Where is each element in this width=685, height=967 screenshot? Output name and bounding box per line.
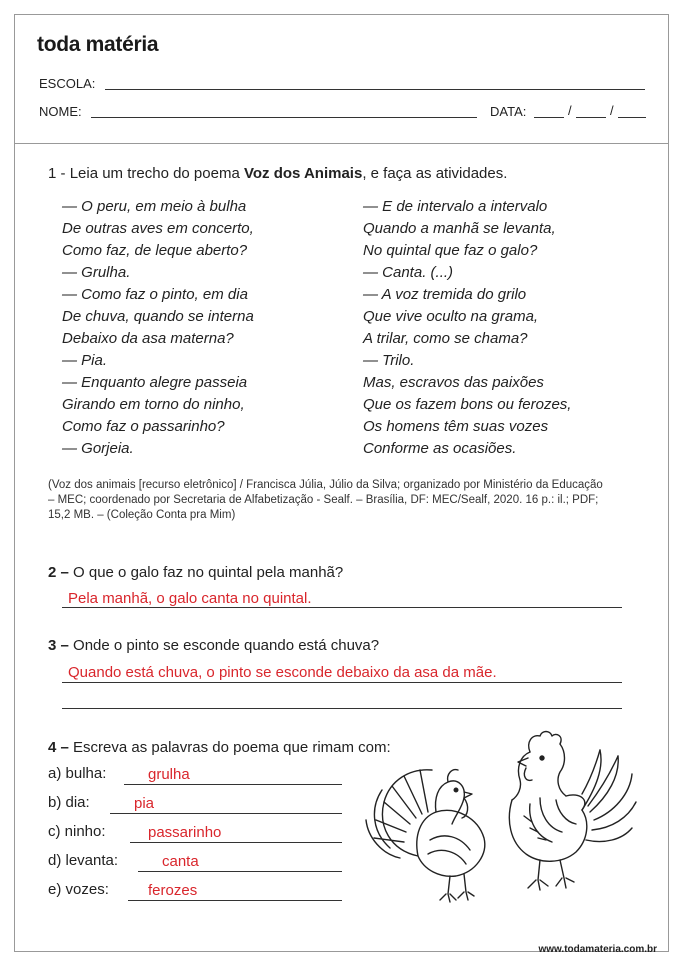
rhyme-answer-ninho[interactable]: passarinho <box>148 824 222 841</box>
nome-line[interactable] <box>91 117 477 118</box>
poem-line: A trilar, como se chama? <box>363 330 528 347</box>
poem-line: De outras aves em concerto, <box>62 220 254 237</box>
poem-line: — E de intervalo a intervalo <box>363 198 548 215</box>
question-1-text-end: , e faça as atividades. <box>362 165 508 182</box>
poem-line: Como faz, de leque aberto? <box>62 242 248 259</box>
question-1-number: 1 - <box>48 165 70 182</box>
question-4 <box>48 739 391 756</box>
poem-line: Quando a manhã se levanta, <box>363 220 556 237</box>
poem-line: Os homens têm suas vozes <box>363 418 549 435</box>
poem-line: De chuva, quando se interna <box>62 308 254 325</box>
escola-label: ESCOLA: <box>39 76 96 91</box>
date-month-line[interactable] <box>576 117 606 118</box>
date-year-line[interactable] <box>618 117 646 118</box>
rhyme-line-ninho <box>130 842 342 843</box>
rhyme-line-levanta <box>138 871 342 872</box>
rhyme-answer-levanta[interactable]: canta <box>162 853 199 870</box>
poem-line: — Como faz o pinto, em dia <box>62 286 248 303</box>
poem-line: No quintal que faz o galo? <box>363 242 538 259</box>
date-separator: / <box>568 103 572 118</box>
escola-line[interactable] <box>105 89 645 90</box>
poem-line: — Trilo. <box>363 352 415 369</box>
rhyme-label-levanta: d) levanta: <box>48 852 119 869</box>
rhyme-answer-bulha[interactable]: grulha <box>148 766 190 783</box>
question-1-text: Leia um trecho do poema <box>69 165 244 182</box>
answer-3-line-extra <box>62 708 622 709</box>
poem-line: Girando em torno do ninho, <box>62 396 245 413</box>
poem-line: — Enquanto alegre passeia <box>62 374 248 391</box>
poem-line: Conforme as ocasiões. <box>363 440 517 457</box>
rhyme-label-dia: b) dia: <box>48 794 90 811</box>
question-4-text: Escreva as palavras do poema que rimam com: <box>68 739 391 756</box>
rhyme-line-dia <box>110 813 342 814</box>
poem-line: Que os fazem bons ou ferozes, <box>363 396 572 413</box>
turkey-rooster-illustration <box>360 728 640 904</box>
poem-title: Voz dos Animais <box>243 165 363 182</box>
date-day-line[interactable] <box>534 117 564 118</box>
question-3-number: 3 – <box>48 637 69 654</box>
poem-line: Como faz o passarinho? <box>62 418 225 435</box>
rhyme-answer-dia[interactable]: pia <box>134 795 155 812</box>
rhyme-label-ninho: c) ninho: <box>48 823 106 840</box>
poem-line: — A voz tremida do grilo <box>363 286 527 303</box>
poem-line: — Grulha. <box>62 264 131 281</box>
poem-line: — Pia. <box>62 352 108 369</box>
question-4-number: 4 – <box>48 739 69 756</box>
header <box>15 15 668 144</box>
rhyme-label-bulha: a) bulha: <box>48 765 107 782</box>
poem-line: Que vive oculto na grama, <box>363 308 539 325</box>
poem-line: — Gorjeia. <box>62 440 134 457</box>
nome-label: NOME: <box>39 104 82 119</box>
question-2-text: O que o galo faz no quintal pela manhã? <box>68 564 344 581</box>
rhyme-answer-vozes[interactable]: ferozes <box>148 882 198 899</box>
answer-3[interactable]: Quando está chuva, o pinto se esconde debaixo da asa da mãe. <box>68 664 497 681</box>
answer-2[interactable]: Pela manhã, o galo canta no quintal. <box>68 590 312 607</box>
logo: toda matéria <box>37 33 159 56</box>
poem-line: Debaixo da asa materna? <box>62 330 234 347</box>
question-3-text: Onde o pinto se esconde quando está chuva? <box>68 637 380 654</box>
rooster-icon <box>509 732 636 891</box>
poem-line: Mas, escravos das paixões <box>363 374 544 391</box>
question-3 <box>48 637 379 654</box>
data-label: DATA: <box>490 104 527 119</box>
poem-right-column <box>363 196 571 460</box>
poem-line: — Canta. (...) <box>363 264 454 281</box>
date-separator: / <box>610 103 614 118</box>
rhyme-line-vozes <box>128 900 342 901</box>
rhyme-line-bulha <box>124 784 342 785</box>
question-2-number: 2 – <box>48 564 69 581</box>
poem-left-column <box>62 196 254 460</box>
turkey-icon <box>366 770 485 902</box>
answer-2-line <box>62 607 622 608</box>
poem-line: — O peru, em meio à bulha <box>62 198 247 215</box>
poem-credit: (Voz dos animais [recurso eletrônico] / Francisca Júlia, Júlio da Silva; organizado por Ministério da Educação – MEC; coordenado por Secretaria de Alfabetização - Sealf. – Brasília, DF: MEC/Sealf, 2020. 16 p.: il.; PDF; 15,2 MB. – (Coleção Conta pra Mim) <box>48 479 603 521</box>
answer-3-line <box>62 682 622 683</box>
footer-url[interactable]: www.todamateria.com.br <box>538 944 657 955</box>
question-2 <box>48 564 343 581</box>
question-1 <box>48 165 507 182</box>
rhyme-label-vozes: e) vozes: <box>48 881 109 898</box>
